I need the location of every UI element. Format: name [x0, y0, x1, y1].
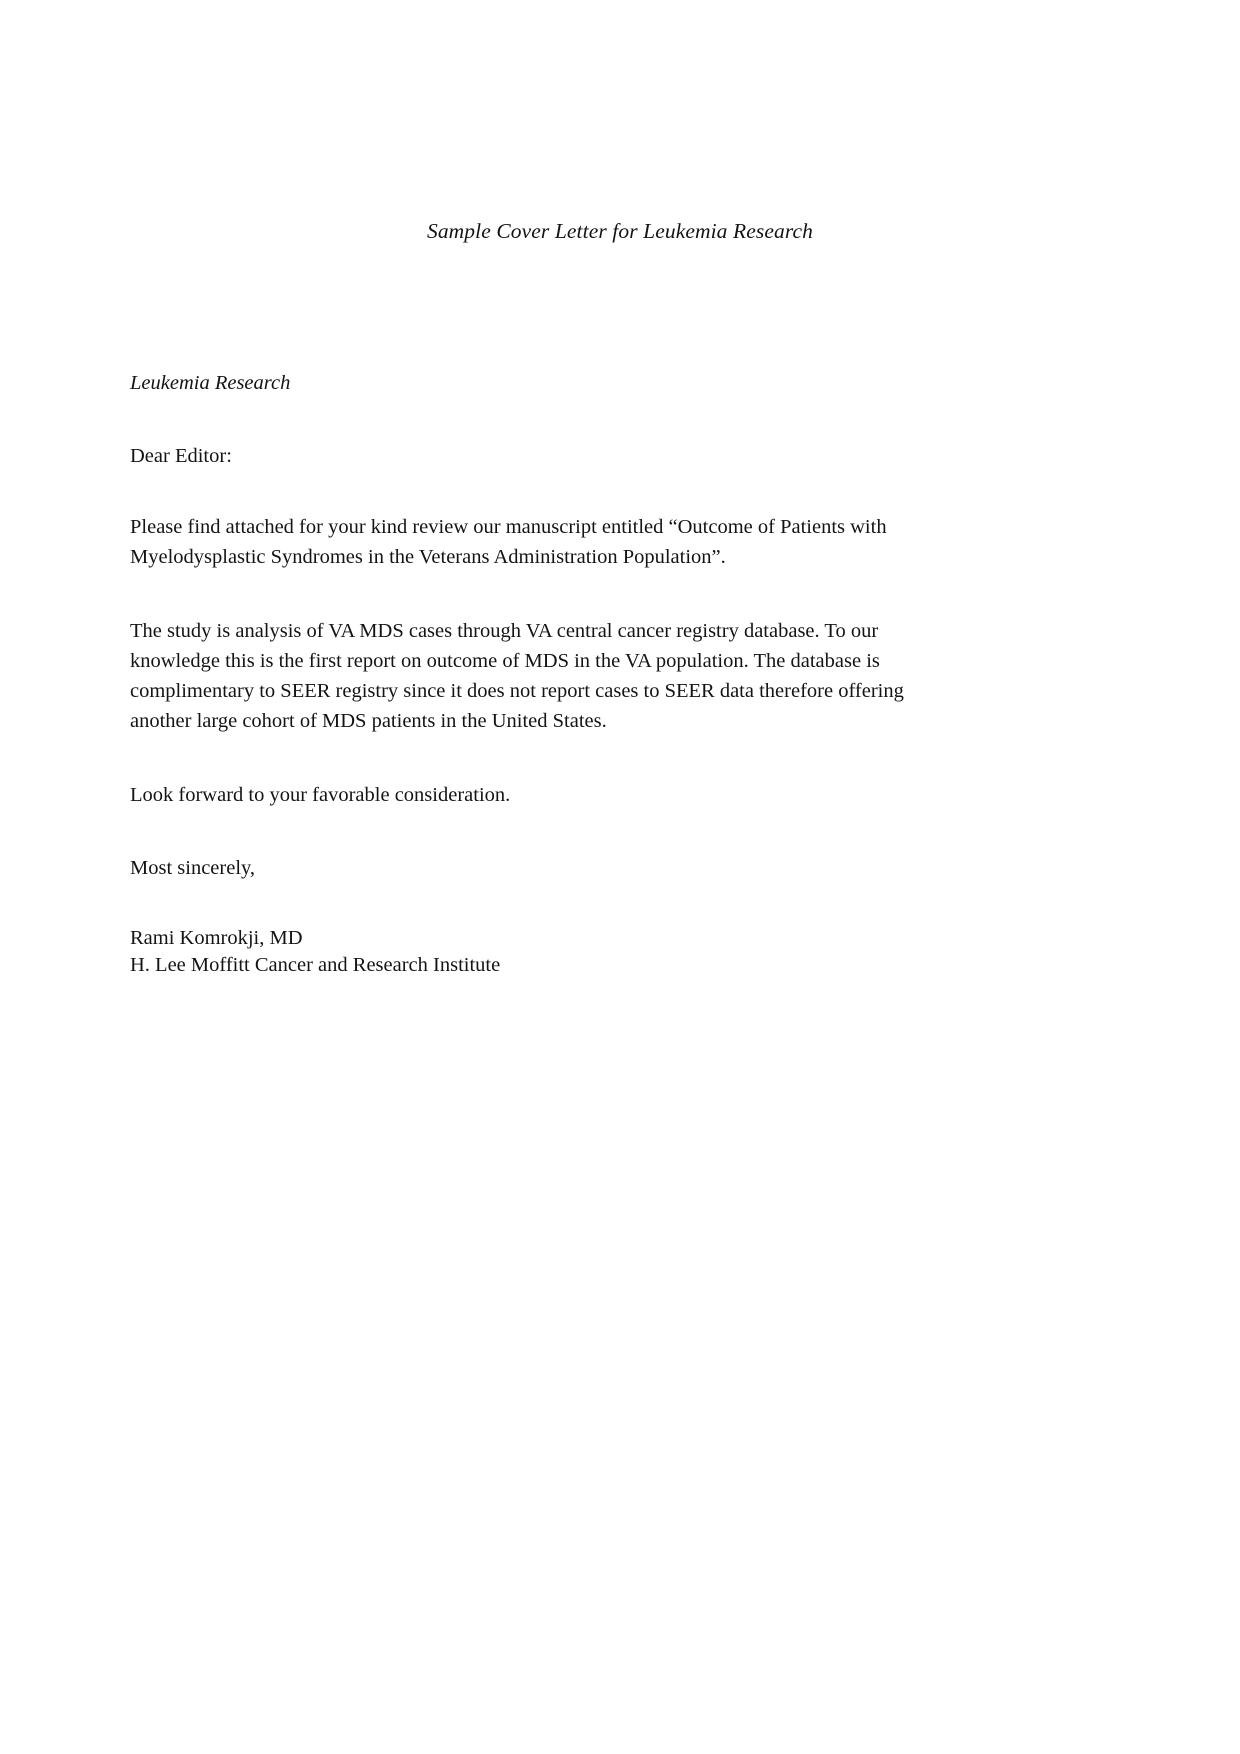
body-paragraph-1: Please find attached for your kind review our manuscript entitled “Outcome of Patients with Myelodysplastic Syndromes in the Veterans Administration Population”.	[130, 516, 887, 569]
body-paragraph-3: Look forward to your favorable consideration.	[130, 783, 511, 806]
signature-block	[130, 925, 906, 979]
page-title: Sample Cover Letter for Leukemia Research	[426, 219, 814, 243]
salutation: Dear Editor:	[130, 444, 232, 467]
signature-name: Rami Komrokji, MD	[130, 927, 303, 950]
journal-name: Leukemia Research	[130, 372, 291, 394]
body-paragraph-2: The study is analysis of VA MDS cases through VA central cancer registry database. To our knowledge this is the first report on outcome of MDS in the VA population. The database is complimentary to SEER registry since it does not report cases to SEER data therefore offering another large cohort of MDS patients in the United States.	[130, 620, 904, 732]
letter-body	[130, 370, 906, 979]
closing-salutation: Most sincerely,	[130, 856, 256, 879]
signature-affiliation: H. Lee Moffitt Cancer and Research Institute	[130, 954, 501, 977]
